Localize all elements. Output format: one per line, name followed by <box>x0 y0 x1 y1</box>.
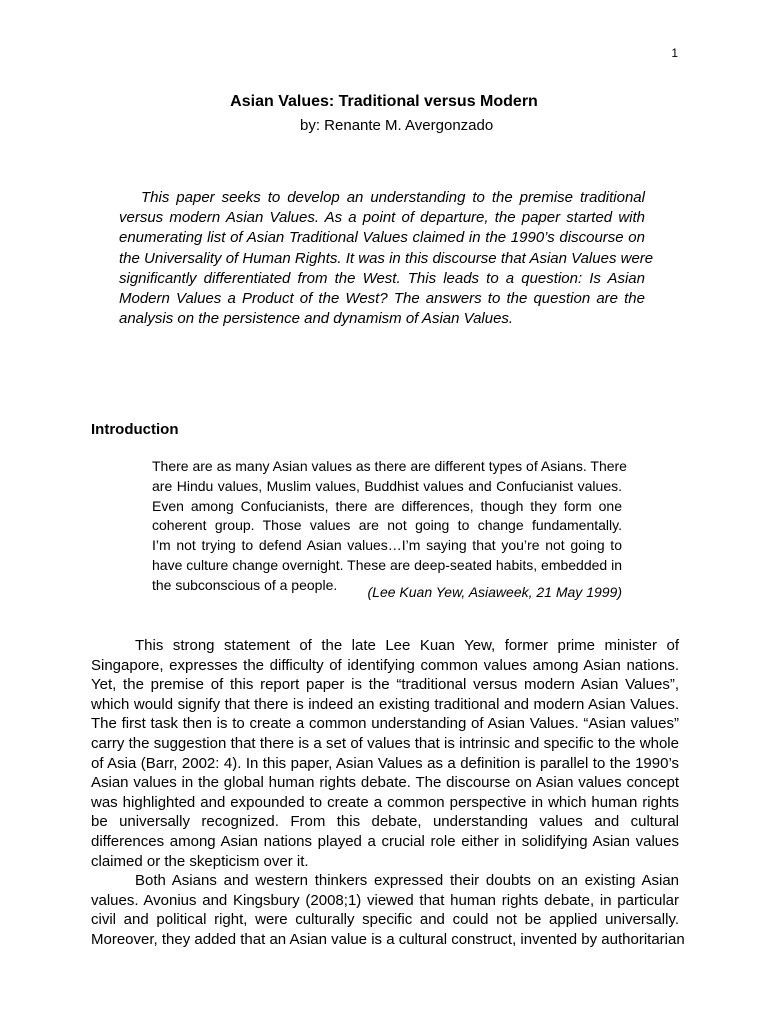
body-line: This strong statement of the late Lee Kuan Yew, former prime minister of <box>135 637 679 654</box>
body-line: Yet, the premise of this report paper is the “traditional versus modern Asian Values”, <box>91 676 679 694</box>
abstract-line: versus modern Asian Values. As a point of departure, the paper started with <box>119 209 645 227</box>
quote-line: are Hindu values, Muslim values, Buddhist values and Confucianist values. <box>152 477 622 494</box>
body-line: The first task then is to create a common understanding of Asian Values. “Asian values” <box>91 715 679 733</box>
body-line: of Asia (Barr, 2002: 4). In this paper, Asian Values as a definition is parallel to the 1990’s <box>91 754 679 772</box>
abstract-line: significantly differentiated from the West. This leads to a question: Is Asian <box>119 269 645 287</box>
abstract <box>119 188 654 329</box>
abstract-line: analysis on the persistence and dynamism of Asian Values. <box>119 310 514 328</box>
body-line: be universally recognized. From this debate, understanding values and cultural <box>91 813 679 831</box>
page-number: 1 <box>671 46 678 60</box>
body-line: Moreover, they added that an Asian value is a cultural construct, invented by authoritarian <box>91 930 685 948</box>
body-line: Singapore, expresses the difficulty of identifying common values among Asian nations. <box>91 656 679 674</box>
quote-line: coherent group. Those values are not going to change fundamentally. <box>152 517 622 534</box>
body-line: was highlighted and expounded to create a common perspective in which human rights <box>91 793 679 811</box>
body-line: claimed or the skepticism over it. <box>91 852 309 870</box>
quote-citation: (Lee Kuan Yew, Asiaweek, 21 May 1999) <box>367 584 622 600</box>
abstract-line: enumerating list of Asian Traditional Values claimed in the 1990’s discourse on <box>119 229 645 247</box>
body-text <box>91 636 685 950</box>
body-line: carry the suggestion that there is a set of values that is intrinsic and specific to the whole <box>91 734 679 752</box>
quote-line: I’m not trying to defend Asian values…I’m saying that you’re not going to <box>152 537 622 554</box>
document-title: Asian Values: Traditional versus Modern <box>230 93 538 110</box>
body-line: Asian values in the global human rights debate. The discourse on Asian values concept <box>91 774 679 792</box>
body-line: Both Asians and western thinkers expressed their doubts on an existing Asian <box>135 872 679 890</box>
body-line: which would signify that there is indeed an existing traditional and modern Asian Values. <box>91 695 679 713</box>
quote-line: have culture change overnight. These are deep-seated habits, embedded in <box>152 556 622 573</box>
block-quote <box>152 457 627 596</box>
author-byline: by: Renante M. Avergonzado <box>300 117 494 134</box>
abstract-line: the Universality of Human Rights. It was in this discourse that Asian Values were <box>119 249 654 267</box>
section-heading: Introduction <box>91 421 179 438</box>
body-line: civil and political right, were culturally specific and could not be applied universally. <box>91 911 679 929</box>
quote-line: There are as many Asian values as there are different types of Asians. There <box>152 458 627 474</box>
body-line: differences among Asian nations played a crucial role either in solidifying Asian values <box>91 832 679 850</box>
body-line: values. Avonius and Kingsbury (2008;1) viewed that human rights debate, in particular <box>91 891 679 909</box>
abstract-line: Modern Values a Product of the West? The answers to the question are the <box>119 290 645 308</box>
quote-line: Even among Confucianists, there are differences, though they form one <box>152 497 622 514</box>
quote-line: the subconscious of a people. <box>152 576 338 593</box>
abstract-line: This paper seeks to develop an understanding to the premise traditional <box>141 189 645 206</box>
